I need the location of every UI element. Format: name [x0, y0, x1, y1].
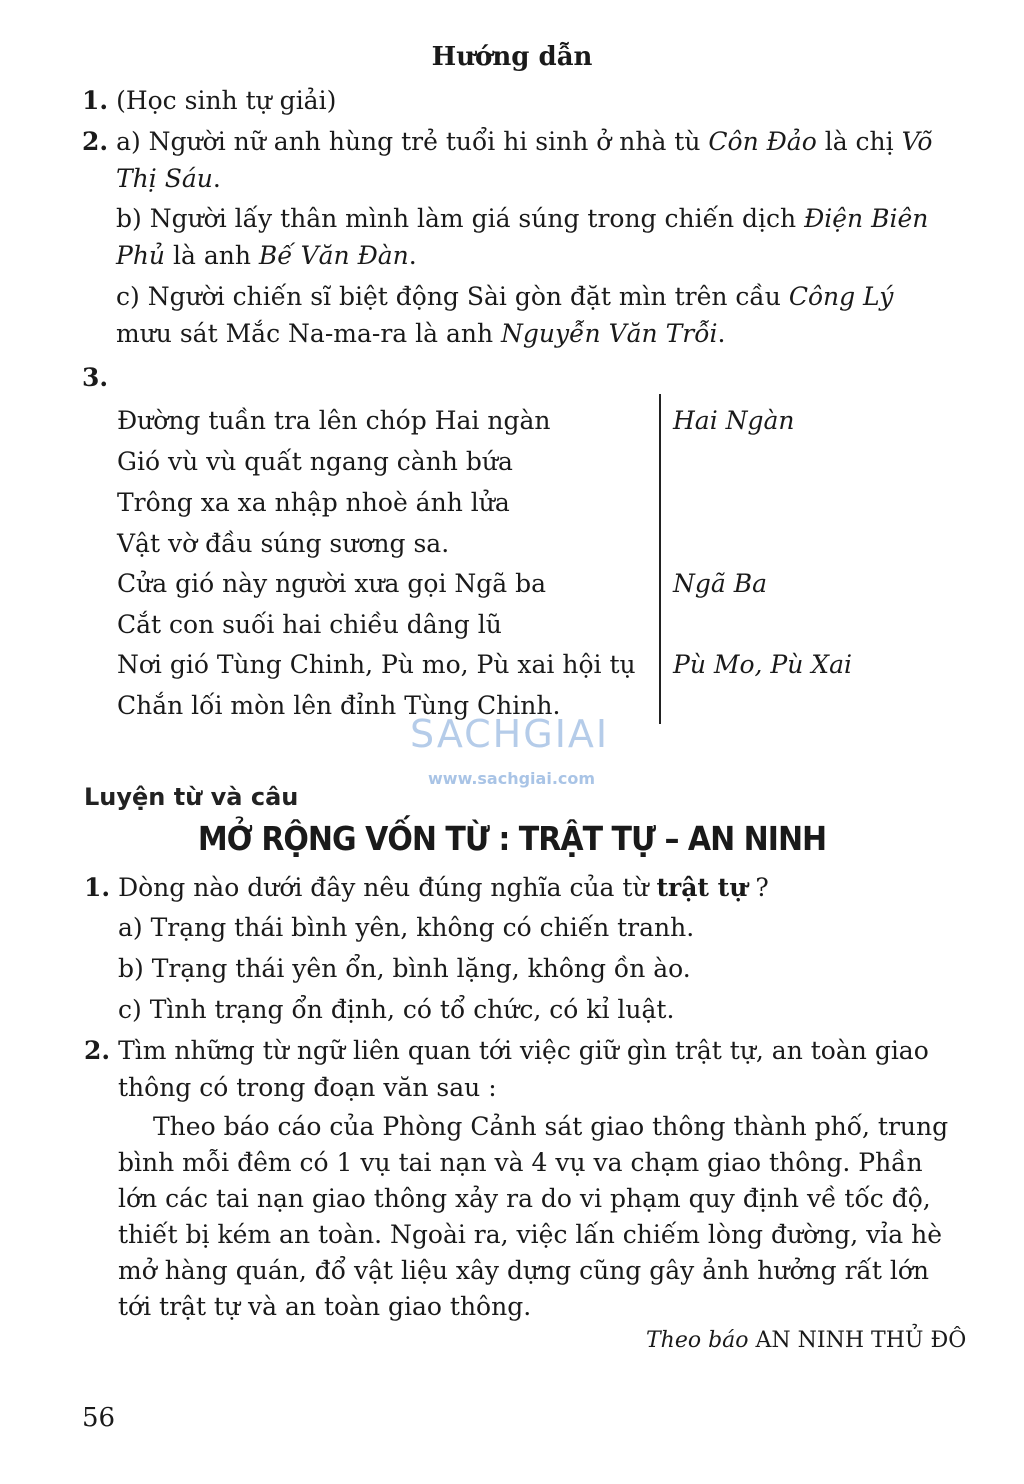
exercise-2-question-line-2: thông có trong đoạn văn sau :: [118, 1073, 497, 1102]
watermark-url: www.sachgiai.com: [428, 769, 596, 788]
answer-2a-end: .: [212, 164, 221, 193]
answer-1: [82, 88, 336, 113]
passage-line: thiết bị kém an toàn. Ngoài ra, việc lấn chiếm lòng đường, vỉa hè: [118, 1220, 943, 1249]
poem-line: Đường tuần tra lên chóp Hai ngàn: [117, 406, 551, 435]
poem-line: Nơi gió Tùng Chinh, Pù mo, Pù xai hội tụ: [117, 650, 636, 679]
answer-2c-line-2: [116, 321, 725, 346]
passage-line: lớn các tai nạn giao thông xảy ra do vi phạm quy định về tốc độ,: [118, 1184, 931, 1213]
poem-line: Chắn lối mòn lên đỉnh Tùng Chinh.: [117, 691, 561, 720]
answer-2a-place: Côn Đảo: [708, 127, 817, 156]
exercise-2-number: 2.: [84, 1036, 111, 1065]
passage-line: mở hàng quán, đổ vật liệu xây dựng cũng gây ảnh hưởng rất lớn: [118, 1256, 929, 1285]
answer-2a-name-part: Võ: [901, 127, 933, 156]
place-name: Ngã Ba: [673, 569, 768, 598]
answer-3-number: 3.: [82, 363, 109, 392]
answer-2-number: 2.: [82, 127, 109, 156]
answer-1-number: 1.: [82, 86, 109, 115]
answer-2-line-1: [82, 129, 932, 154]
poem-line: Trông xa xa nhập nhoè ánh lửa: [117, 488, 510, 517]
source-name: AN NINH THỦ ĐÔ: [755, 1328, 967, 1353]
passage-line: Theo báo cáo của Phòng Cảnh sát giao thông thành phố, trung: [153, 1112, 949, 1141]
answer-2a-mid: là chị: [816, 127, 902, 156]
answer-2b-end: .: [408, 241, 417, 270]
section-label: Luyện từ và câu: [84, 783, 299, 811]
passage-source: [646, 1328, 966, 1353]
answer-2b-name: Bế Văn Đàn: [258, 241, 409, 270]
poem-line: Vật vờ đầu súng sương sa.: [117, 529, 450, 558]
answer-2c-place: Công Lý: [788, 282, 894, 311]
passage-line: tới trật tự và an toàn giao thông.: [118, 1292, 532, 1321]
place-name: Hai Ngàn: [673, 406, 795, 435]
answer-2-line-2: [116, 166, 221, 191]
answer-2b-line-2: [116, 243, 417, 268]
poem-divider: [659, 394, 661, 724]
place-name: Pù Mo, Pù Xai: [673, 650, 852, 679]
answer-2b-text: b) Người lấy thân mình làm giá súng trong chiến dịch: [116, 204, 805, 233]
answer-2c-text: c) Người chiến sĩ biệt động Sài gòn đặt mìn trên cầu: [116, 282, 789, 311]
exercise-1-text: Dòng nào dưới đây nêu đúng nghĩa của từ: [118, 873, 657, 902]
answer-2b-place: Điện Biên: [804, 204, 929, 233]
exercise-1-option: c) Tình trạng ổn định, có tổ chức, có kỉ luật.: [118, 995, 675, 1024]
exercise-1-keyword: trật tự: [656, 873, 748, 902]
exercise-1-question: [84, 875, 769, 900]
exercise-2-question-line-1: [84, 1038, 929, 1063]
page-number: 56: [82, 1403, 116, 1433]
answer-2a-name: Thị Sáu: [116, 164, 213, 193]
exercise-1-number: 1.: [84, 873, 111, 902]
answer-2c-line-1: [116, 284, 893, 309]
answer-2c-name: Nguyễn Văn Trỗi: [501, 319, 718, 348]
poem-line: Cắt con suối hai chiều dâng lũ: [117, 610, 502, 639]
passage-line: bình mỗi đêm có 1 vụ tai nạn và 4 vụ va chạm giao thông. Phần: [118, 1148, 923, 1177]
lesson-title: MỞ RỘNG VỐN TỪ : TRẬT TỰ – AN NINH: [197, 820, 827, 859]
answer-2b-line-1: [116, 206, 928, 231]
exercise-1-option: a) Trạng thái bình yên, không có chiến tranh.: [118, 913, 695, 942]
poem-line: Gió vù vù quất ngang cành bứa: [117, 447, 513, 476]
exercise-1-option: b) Trạng thái yên ổn, bình lặng, không ồn ào.: [118, 954, 691, 983]
exercise-2-text: Tìm những từ ngữ liên quan tới việc giữ gìn trật tự, an toàn giao: [118, 1036, 929, 1065]
answer-2a-text: a) Người nữ anh hùng trẻ tuổi hi sinh ở nhà tù: [116, 127, 709, 156]
poem-line: Cửa gió này người xưa gọi Ngã ba: [117, 569, 547, 598]
answer-2b-place-end: Phủ: [116, 241, 166, 270]
answer-2c-end: .: [717, 319, 726, 348]
source-prefix: Theo báo: [646, 1328, 749, 1353]
answer-2c-text-2: mưu sát Mắc Na-ma-ra là anh: [116, 319, 502, 348]
page-heading: Hướng dẫn: [431, 42, 593, 72]
watermark-logo: SACHGIAI: [410, 712, 610, 756]
answer-2b-mid: là anh: [165, 241, 259, 270]
answer-1-text: (Học sinh tự giải): [116, 86, 337, 115]
exercise-1-end: ?: [747, 873, 769, 902]
